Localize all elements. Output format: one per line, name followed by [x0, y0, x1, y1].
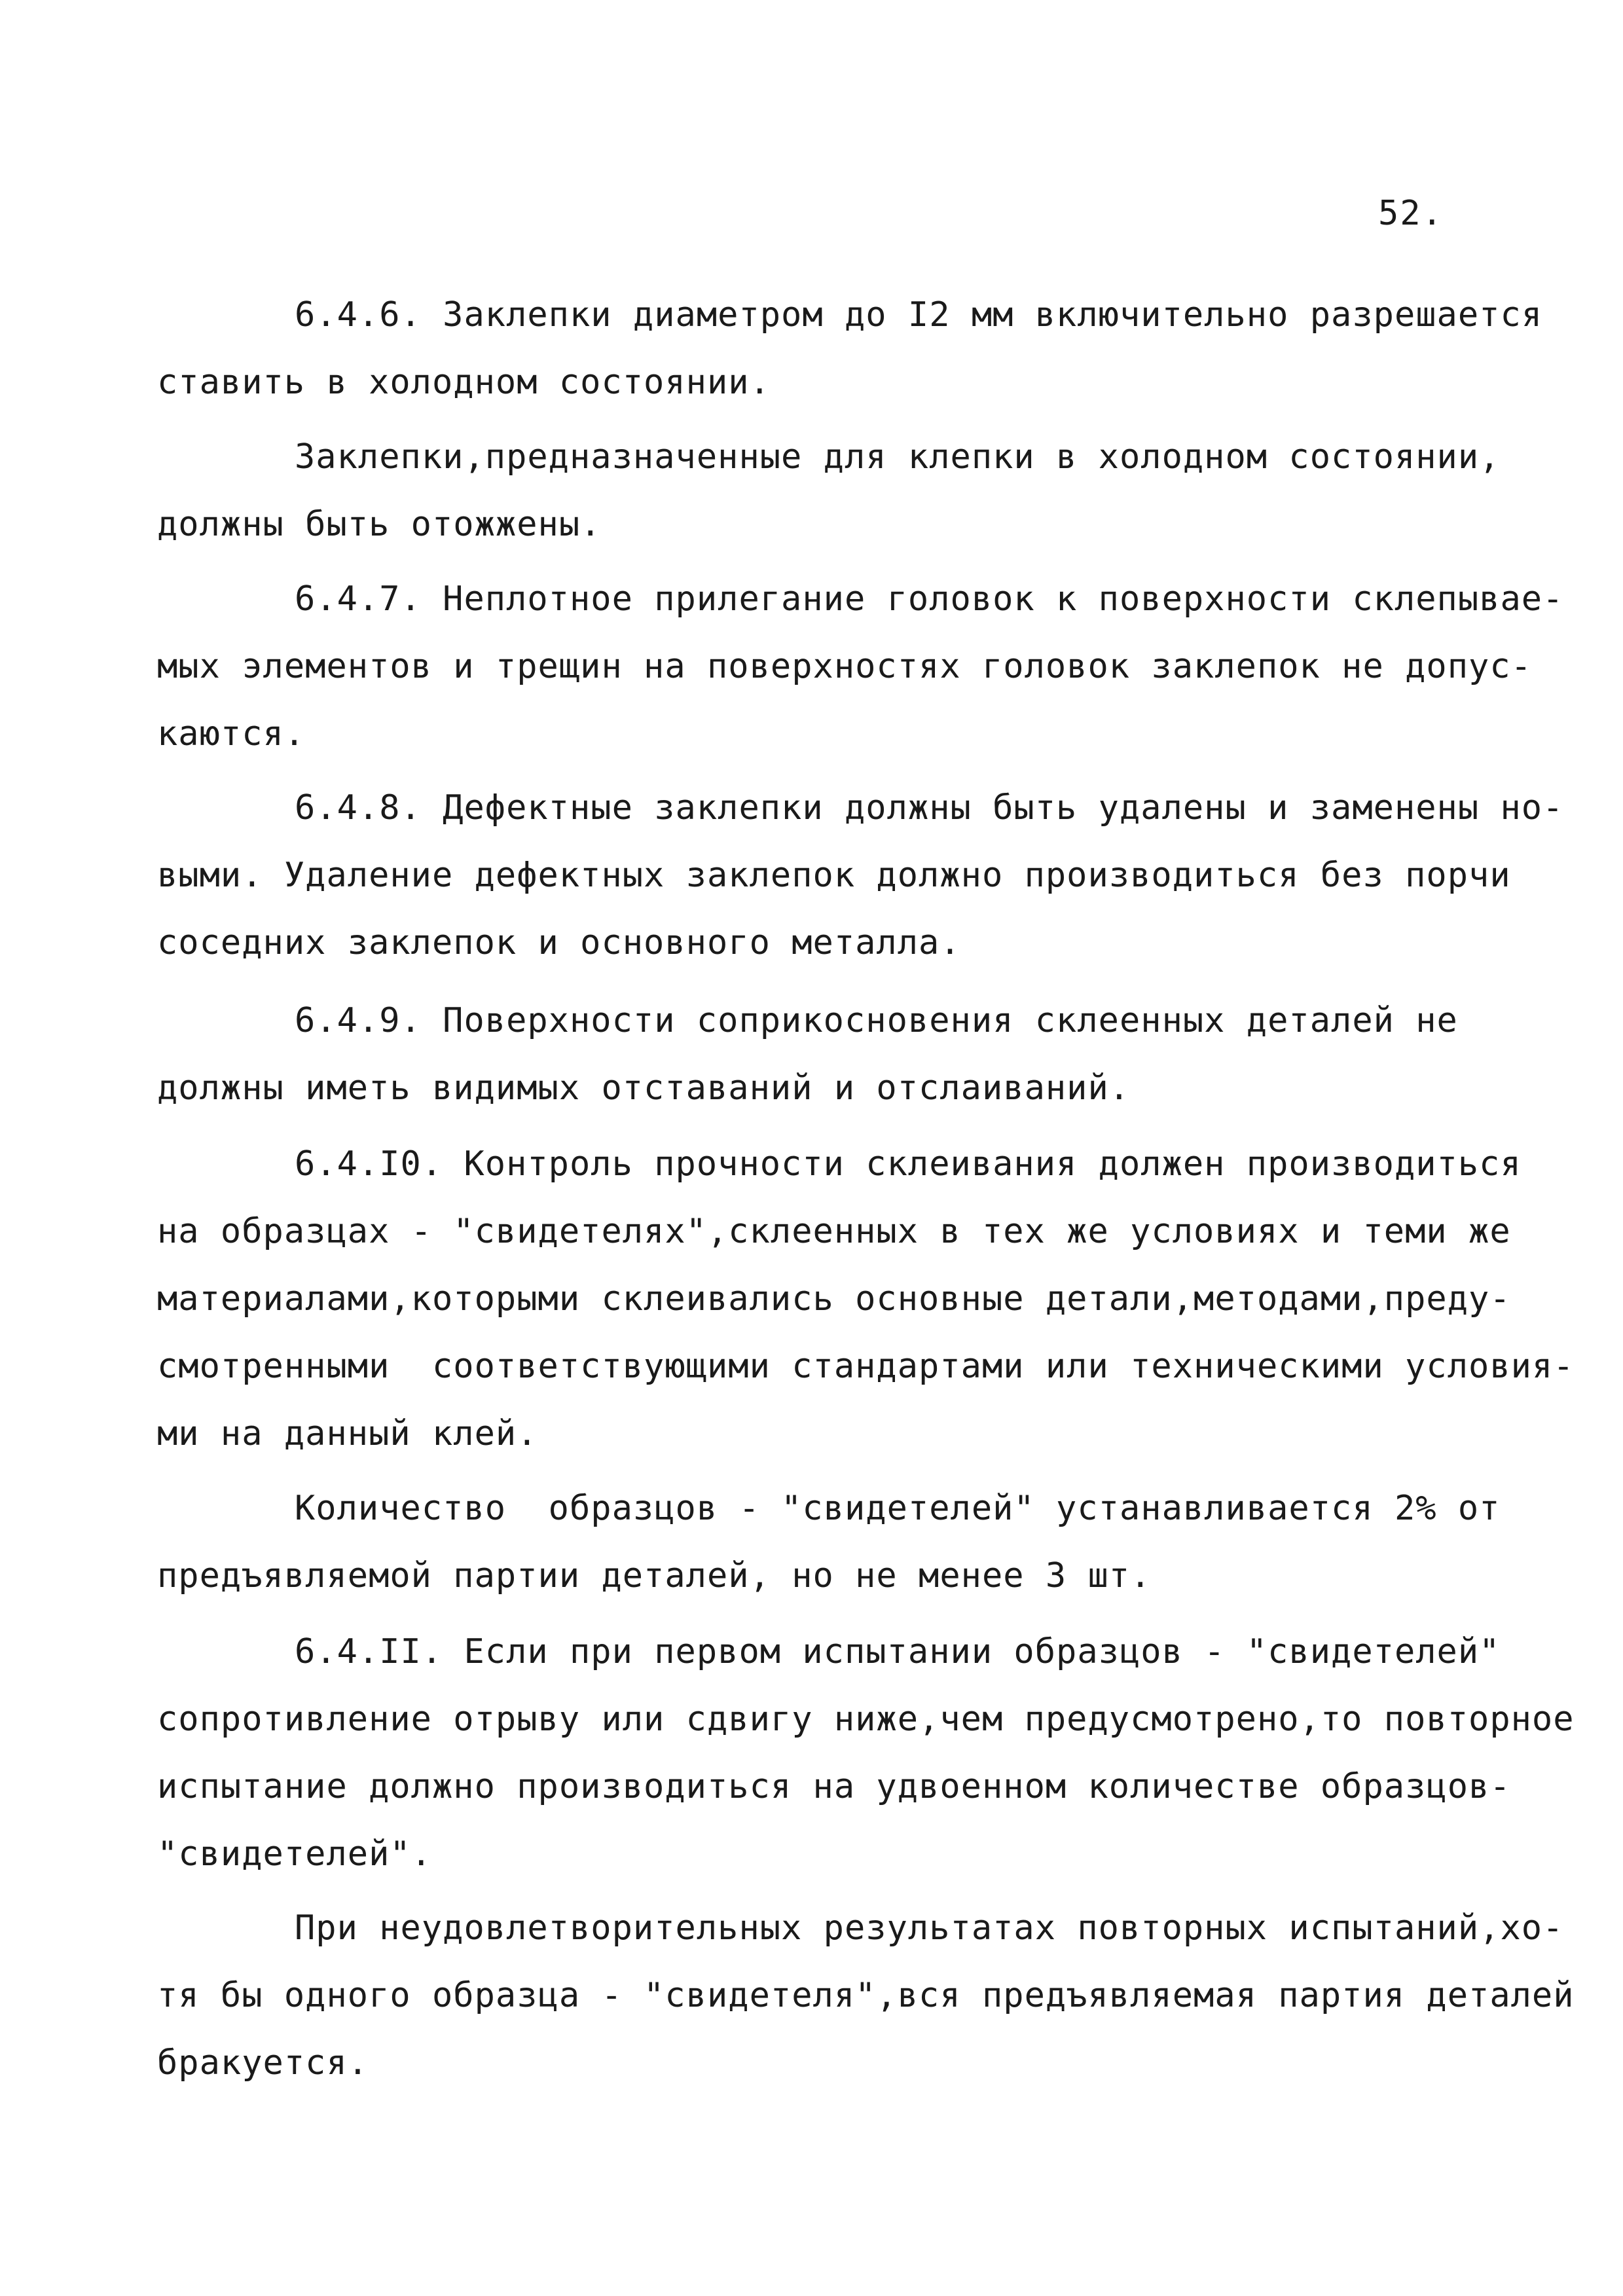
paragraph-6-4-8 — [157, 774, 1564, 977]
paragraph-line: соседних заклепок и основного металла. — [157, 923, 961, 962]
paragraph-6-4-10 — [157, 1131, 1575, 1468]
paragraph-line: 6.4.7. Неплотное прилегание головок к поверхности склепывае- — [295, 579, 1564, 619]
paragraph-6-4-9 — [157, 987, 1519, 1122]
paragraph-line: ставить в холодном состоянии. — [157, 363, 771, 402]
paragraph-line: сопротивление отрыву или сдвигу ниже,чем предусмотрено,то повторное — [157, 1700, 1575, 1739]
paragraph-line: 6.4.II. Если при первом испытании образцов - "свидетелей" — [295, 1632, 1501, 1671]
paragraph-6-4-11-continued — [157, 1895, 1575, 2097]
paragraph-line: должны иметь видимых отставаний и отслаиваний. — [157, 1068, 1131, 1108]
paragraph-6-4-6-continued — [157, 424, 1519, 558]
paragraph-line: на образцах - "свидетелях",склеенных в тех же условиях и теми же — [157, 1212, 1511, 1251]
paragraph-line: тя бы одного образца - "свидетеля",вся предъявляемая партия деталей — [157, 1976, 1575, 2015]
paragraph-line: Количество образцов - "свидетелей" устанавливается 2% от — [295, 1489, 1501, 1528]
paragraph-line: 6.4.8. Дефектные заклепки должны быть удалены и заменены но- — [295, 788, 1564, 828]
page-number: 52. — [1378, 194, 1444, 233]
paragraph-line: мых элементов и трещин на поверхностях головок заклепок не допус- — [157, 647, 1532, 686]
paragraph-line: испытание должно производиться на удвоенном количестве образцов- — [157, 1767, 1511, 1806]
paragraph-line: предъявляемой партии деталей, но не менее 3 шт. — [157, 1556, 1152, 1595]
paragraph-line: 6.4.6. Заклепки диаметром до I2 мм включительно разрешается — [295, 295, 1543, 335]
paragraph-line: "свидетелей". — [157, 1834, 432, 1874]
paragraph-line: 6.4.I0. Контроль прочности склеивания должен производиться — [295, 1144, 1522, 1184]
paragraph-line: Заклепки,предназначенные для клепки в холодном состоянии, — [295, 437, 1501, 477]
paragraph-line: смотренными соответствующими стандартами или техническими условия- — [157, 1347, 1575, 1386]
paragraph-6-4-7 — [157, 566, 1564, 768]
paragraph-6-4-6 — [157, 282, 1543, 416]
paragraph-line: бракуется. — [157, 2043, 369, 2083]
paragraph-line: выми. Удаление дефектных заклепок должно производиться без порчи — [157, 856, 1511, 895]
paragraph-line: материалами,которыми склеивались основные детали,методами,преду- — [157, 1279, 1511, 1319]
paragraph-6-4-11 — [157, 1618, 1575, 1888]
paragraph-6-4-10-continued — [157, 1475, 1519, 1610]
paragraph-line: 6.4.9. Поверхности соприкосновения склеенных деталей не — [295, 1001, 1458, 1040]
paragraph-line: должны быть отожжены. — [157, 505, 602, 544]
paragraph-line: ми на данный клей. — [157, 1414, 538, 1453]
paragraph-line: каются. — [157, 714, 306, 754]
paragraph-line: При неудовлетворительных результатах повторных испытаний,хо- — [295, 1908, 1564, 1948]
